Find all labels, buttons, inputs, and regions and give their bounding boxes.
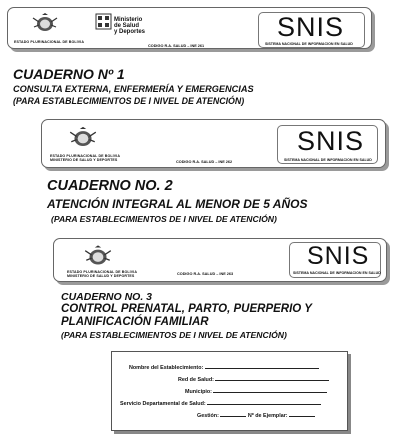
cuaderno-1-level: (PARA ESTABLECIMIENTOS DE I NIVEL DE ATENCIÓN) [13,96,245,106]
snis-subtitle: SISTEMA NACIONAL DE INFORMACION EN SALUD [293,271,381,275]
header-banner-3 [53,238,387,282]
snis-subtitle: SISTEMA NACIONAL DE INFORMACION EN SALUD [284,158,372,162]
codigo-label: CODIGO R.A. SALUD – INE 263 [177,272,234,276]
ministry-name: MINISTERIO DE SALUD Y DEPORTES [50,158,118,162]
bolivia-coat-of-arms-icon [82,244,114,268]
servicio-label: Servicio Departamental de Salud: [120,401,206,407]
municipio-field[interactable] [213,388,327,393]
snis-box [277,125,378,164]
cuaderno-2-title: CUADERNO NO. 2 [47,178,173,194]
cuaderno-3-subject-line-1: CONTROL PRENATAL, PARTO, PUERPERIO Y [61,303,312,315]
ejemplar-label: Nº de Ejemplar: [247,413,288,419]
establecimiento-row [129,364,319,371]
ministerio-logo-icon [95,13,112,30]
gestion-row [197,412,315,419]
ministry-name [114,17,145,35]
cuaderno-3-subject-line-2: PLANIFICACIÓN FAMILIAR [61,316,209,328]
snis-box [258,12,365,48]
servicio-row [120,400,321,407]
snis-subtitle: SISTEMA NACIONAL DE INFORMACION EN SALUD [265,42,353,46]
establecimiento-label: Nombre del Establecimiento: [129,365,204,371]
municipio-label: Municipio: [185,389,212,395]
cuaderno-1-title: CUADERNO Nº 1 [13,66,125,82]
snis-title: SNIS [307,242,370,270]
header-banner-2 [41,119,386,168]
establecimiento-field[interactable] [205,364,319,369]
cuaderno-2-subject: ATENCIÓN INTEGRAL AL MENOR DE 5 AÑOS [47,197,308,211]
state-name: ESTADO PLURINACIONAL DE BOLIVIA [14,40,85,44]
header-banner-1 [7,7,372,49]
bolivia-coat-of-arms-icon [67,125,99,150]
gestion-label: Gestión: [197,413,219,419]
red-label: Red de Salud: [178,377,214,383]
cuaderno-3-level: (PARA ESTABLECIMIENTOS DE I NIVEL DE ATENCIÓN) [61,330,287,340]
gestion-field[interactable] [220,412,246,417]
snis-box [289,242,381,278]
ministry-line-2: de Salud [114,23,140,29]
municipio-row [185,388,327,395]
servicio-field[interactable] [207,400,321,405]
ministry-line-1: Ministerio [114,17,143,23]
snis-title: SNIS [297,126,365,156]
snis-title: SNIS [277,12,345,42]
red-field[interactable] [215,376,329,381]
codigo-label: CODIGO R.A. SALUD – INE 262 [176,160,233,164]
cuaderno-1-subject: CONSULTA EXTERNA, ENFERMERÍA Y EMERGENCIAS [13,84,254,94]
state-name: ESTADO PLURINACIONAL DE BOLIVIA [67,270,138,274]
ejemplar-field[interactable] [289,412,315,417]
red-row [178,376,329,383]
state-name: ESTADO PLURINACIONAL DE BOLIVIA [50,154,121,158]
codigo-label: CODIGO R.A. SALUD – INE 261 [148,44,205,48]
bolivia-coat-of-arms-icon [30,12,60,34]
ministry-line-3: y Deportes [114,29,146,35]
cuaderno-3-title: CUADERNO NO. 3 [61,291,153,303]
establishment-form [111,351,348,431]
cuaderno-2-level: (PARA ESTABLECIMIENTOS DE I NIVEL DE ATENCIÓN) [51,214,277,224]
ministry-name: MINISTERIO DE SALUD Y DEPORTES [67,274,135,278]
